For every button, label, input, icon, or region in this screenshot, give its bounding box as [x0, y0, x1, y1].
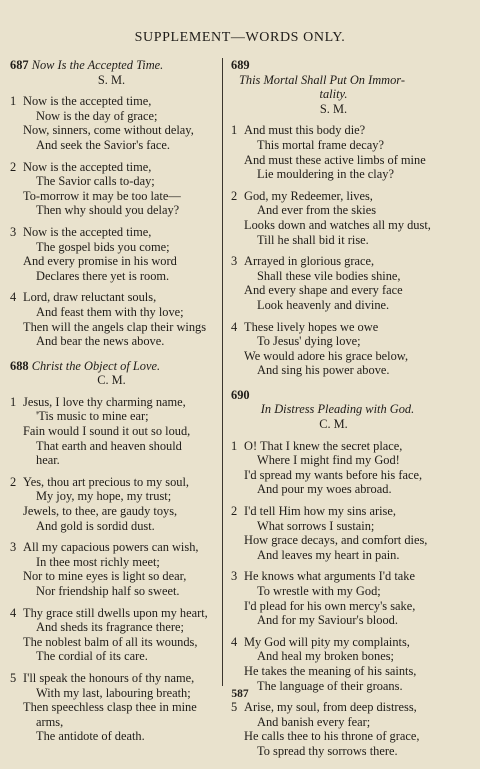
- stanza-number: 3: [10, 224, 17, 239]
- stanza: [231, 439, 436, 497]
- verse-line: To Jesus' dying love;: [257, 334, 361, 349]
- verse-line: Now is the accepted time,: [23, 224, 152, 239]
- verse-line: Now is the accepted time,: [23, 159, 152, 174]
- page-header: SUPPLEMENT—WORDS ONLY.: [134, 30, 346, 45]
- stanza: [231, 123, 436, 181]
- verse-line: In thee most richly meet;: [36, 554, 160, 569]
- hymn-heading: [10, 359, 213, 374]
- stanza-number: 1: [231, 123, 238, 138]
- stanza-number: 3: [10, 540, 17, 555]
- verse-line: Looks down and watches all my dust,: [244, 217, 431, 232]
- verse-line: Now, sinners, come without delay,: [23, 123, 194, 138]
- stanza: [10, 160, 213, 218]
- stanza: [10, 225, 213, 283]
- verse-line: And feast them with thy love;: [36, 304, 184, 319]
- verse-line: I'd plead for his own mercy's sake,: [244, 598, 416, 613]
- verse-line: We would adore his grace below,: [244, 348, 409, 363]
- verse-line: O! That I knew the secret place,: [244, 438, 403, 453]
- hymn-meter: C. M.: [319, 417, 348, 432]
- verse-line: To wrestle with my God;: [257, 584, 381, 598]
- verse-line: With my last, labouring breath;: [36, 685, 191, 700]
- hymn-heading: [10, 58, 213, 73]
- verse-line: Arise, my soul, from deep distress,: [244, 700, 417, 715]
- hymn-heading: [231, 388, 436, 403]
- verse-line: What sorrows I sustain;: [257, 518, 375, 533]
- verse-line: Yes, thou art precious to my soul,: [23, 474, 190, 489]
- verse-line: Nor friendship half so sweet.: [36, 584, 180, 598]
- verse-line: Then will the angels clap their wings: [23, 319, 207, 334]
- stanza-number: 1: [10, 394, 17, 409]
- stanza: [10, 475, 213, 533]
- verse-line: The gospel bids you come;: [36, 239, 170, 254]
- verse-line: Then why should you delay?: [36, 203, 180, 218]
- verse-line: And sing his power above.: [257, 363, 390, 378]
- stanza-number: 4: [231, 634, 238, 649]
- verse-line: To-morrow it may be too late—: [23, 188, 181, 203]
- hymn-title: In Distress Pleading with God.: [260, 402, 415, 417]
- verse-line: And must these active limbs of mine: [244, 152, 426, 167]
- stanza: [231, 700, 436, 758]
- stanza-number: 4: [231, 319, 238, 334]
- verse-line: 'Tis music to mine ear;: [36, 409, 149, 424]
- verse-line: Shall these vile bodies shine,: [257, 268, 401, 283]
- verse-line: The noblest balm of all its wounds,: [23, 634, 198, 649]
- verse-line: Jewels, to thee, are gaudy toys,: [23, 504, 178, 519]
- verse-line: Now is the day of grace;: [36, 108, 158, 123]
- stanza-number: 4: [10, 605, 17, 620]
- verse-line: And pour my woes abroad.: [257, 482, 392, 497]
- verse-line: And seek the Savior's face.: [36, 137, 171, 152]
- stanza: [231, 569, 436, 627]
- column-divider: [222, 58, 223, 686]
- hymn-title: Christ the Object of Love.: [31, 358, 161, 373]
- stanza: [10, 606, 213, 664]
- stanza-number: 5: [10, 670, 17, 685]
- verse-line: Now is the accepted time,: [23, 94, 152, 109]
- verse-line: Look heavenly and divine.: [257, 297, 390, 312]
- left-column: [10, 58, 213, 754]
- stanza-number: 4: [10, 290, 17, 305]
- stanza-number: 1: [231, 438, 238, 453]
- stanza: [231, 504, 436, 562]
- verse-line: And banish every fear;: [257, 714, 371, 729]
- verse-line: God, my Redeemer, lives,: [244, 188, 373, 203]
- hymn-number: 689: [231, 58, 250, 72]
- stanza-number: 2: [231, 504, 238, 519]
- stanza: [10, 395, 213, 468]
- verse-line: He takes the meaning of his saints,: [244, 663, 417, 678]
- verse-line: This mortal frame decay?: [257, 137, 384, 152]
- verse-line: He calls thee to his throne of grace,: [244, 729, 420, 744]
- stanza-number: 1: [10, 94, 17, 109]
- verse-line: Thy grace still dwells upon my heart,: [23, 605, 208, 620]
- verse-line: Declares there yet is room.: [36, 268, 170, 283]
- verse-line: Jesus, I love thy charming name,: [23, 394, 186, 409]
- verse-line: And bear the news above.: [36, 334, 165, 349]
- verse-line: All my capacious powers can wish,: [23, 540, 199, 555]
- stanza: [10, 94, 213, 152]
- hymn-meter: S. M.: [97, 72, 126, 87]
- stanza: [231, 635, 436, 693]
- page-number: 587: [231, 688, 249, 700]
- stanza: [231, 189, 436, 247]
- verse-line: Till he shall bid it rise.: [257, 232, 369, 247]
- verse-line: Arrayed in glorious grace,: [244, 254, 375, 269]
- stanza: [10, 671, 213, 744]
- hymn-title-continued: tality.: [319, 87, 348, 102]
- hymn-number: 687: [10, 58, 29, 72]
- hymn-meter: C. M.: [97, 373, 126, 388]
- verse-line: Nor to mine eyes is light so dear,: [23, 569, 187, 584]
- hymn-689: [231, 58, 436, 378]
- verse-line: To spread thy sorrows there.: [257, 743, 398, 758]
- verse-line: The cordial of its care.: [36, 649, 148, 664]
- verse-line: Fain would I sound it out so loud,: [23, 424, 191, 439]
- hymn-title: This Mortal Shall Put On Immor-: [239, 72, 405, 87]
- hymn-meter: S. M.: [319, 101, 348, 116]
- verse-line: hear.: [36, 453, 60, 468]
- hymn-number: 690: [231, 387, 250, 402]
- verse-line: The Savior calls to-day;: [36, 174, 155, 189]
- verse-line: And heal my broken bones;: [257, 649, 394, 664]
- verse-line: And ever from the skies: [257, 203, 377, 218]
- verse-line: The language of their groans.: [257, 678, 403, 693]
- verse-line: I'd spread my wants before his face,: [244, 467, 423, 482]
- stanza-number: 3: [231, 254, 238, 269]
- stanza: [10, 290, 213, 348]
- stanza: [231, 254, 436, 312]
- verse-line: And sheds its fragrance there;: [36, 620, 184, 635]
- verse-line: I'll speak the honours of thy name,: [23, 670, 195, 685]
- verse-line: The antidote of death.: [36, 729, 145, 744]
- hymn-688: [10, 359, 213, 744]
- stanza-number: 2: [10, 474, 17, 489]
- verse-line: And every shape and every face: [244, 283, 403, 298]
- right-column: [231, 58, 436, 769]
- verse-line: Then speechless clasp thee in mine: [23, 700, 197, 715]
- verse-line: My God will pity my complaints,: [244, 634, 410, 649]
- stanza-number: 5: [231, 700, 238, 715]
- hymn-title: Now Is the Accepted Time.: [31, 58, 164, 72]
- verse-line: And gold is sordid dust.: [36, 518, 155, 533]
- verse-line: I'd tell Him how my sins arise,: [244, 504, 396, 519]
- verse-line: And must this body die?: [244, 123, 366, 138]
- stanza: [10, 540, 213, 598]
- verse-line: And every promise in his word: [23, 254, 177, 269]
- verse-line: Where I might find my God!: [257, 453, 400, 468]
- verse-line: Lie mouldering in the clay?: [257, 167, 394, 182]
- stanza-number: 2: [10, 159, 17, 174]
- verse-line: Lord, draw reluctant souls,: [23, 290, 157, 305]
- stanza: [231, 320, 436, 378]
- hymn-690: [231, 388, 436, 759]
- hymn-heading: [231, 58, 436, 73]
- stanza-number: 2: [231, 188, 238, 203]
- verse-line: That earth and heaven should: [36, 438, 182, 453]
- verse-line: And leaves my heart in pain.: [257, 547, 400, 562]
- stanza-number: 3: [231, 569, 238, 584]
- hymn-687: [10, 58, 213, 349]
- hymn-number: 688: [10, 358, 29, 373]
- verse-line: How grace decays, and comfort dies,: [244, 533, 428, 548]
- verse-line: These lively hopes we owe: [244, 319, 379, 334]
- verse-line: My joy, my hope, my trust;: [36, 489, 172, 504]
- verse-line: arms,: [36, 714, 64, 729]
- verse-line: And for my Saviour's blood.: [257, 613, 398, 628]
- verse-line: He knows what arguments I'd take: [244, 569, 415, 584]
